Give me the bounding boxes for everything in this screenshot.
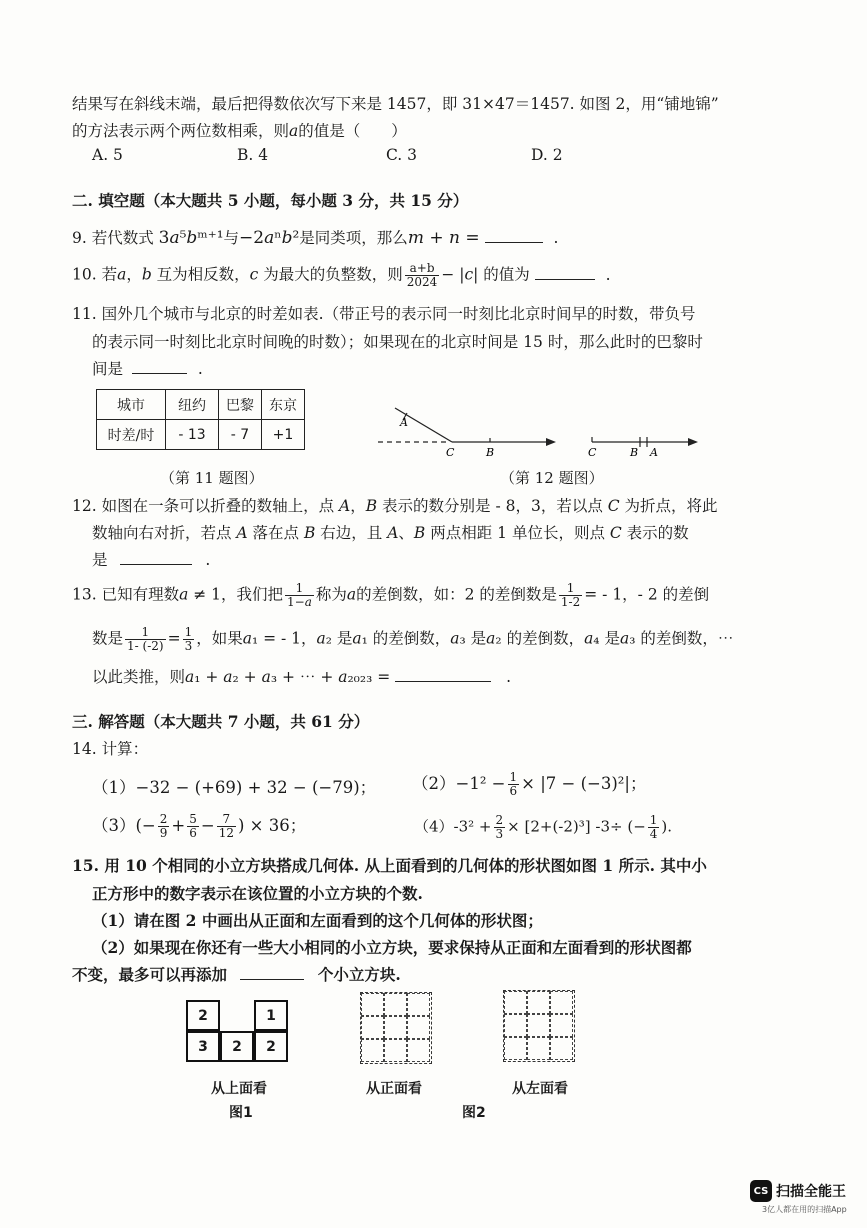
fig2-front-view-grid[interactable] xyxy=(360,992,432,1064)
grid-cell[interactable] xyxy=(504,1037,527,1060)
q13-line2 xyxy=(92,626,733,653)
arrow-head-2 xyxy=(688,438,698,446)
table-row xyxy=(97,420,305,450)
q12-line1: 12. 如图在一条可以折叠的数轴上，点 𝐴，𝐵 表示的数分别是 - 8，3，若以点 𝐶 为折点，将此 xyxy=(72,497,718,515)
q15-line5 xyxy=(72,963,401,985)
q8-option-b: B. 4 xyxy=(237,146,269,164)
grid-cell: 3 xyxy=(186,1031,220,1062)
table-header-cell: 东京 xyxy=(262,390,305,420)
q12-end: . xyxy=(205,551,211,569)
grid-cell: 1 xyxy=(254,1000,288,1031)
q13-frac1 xyxy=(285,582,314,609)
q12-number-line-figure xyxy=(370,400,710,465)
q9-term-a: 3𝑎⁵𝑏ᵐ⁺¹ xyxy=(158,228,224,248)
q14-c3-frac-b xyxy=(187,813,199,840)
denominator: 6 xyxy=(189,826,197,840)
fig1-top-view-grid xyxy=(186,1000,288,1072)
q13-p5: = xyxy=(167,629,181,648)
q15-answer-blank[interactable] xyxy=(240,967,304,980)
denominator: 6 xyxy=(509,784,518,798)
fig1-label: 图1 xyxy=(229,1105,253,1121)
numerator: 2 xyxy=(495,813,504,827)
timezone-table xyxy=(96,389,305,450)
q14-calc-3 xyxy=(92,812,306,840)
q15-line5-post: 个小立方块. xyxy=(317,965,401,984)
grid-cell[interactable] xyxy=(384,1039,407,1062)
grid-cell[interactable] xyxy=(550,1037,573,1060)
q10-pre: 10. 若𝑎，𝑏 互为相反数，𝑐 为最大的负整数，则 xyxy=(72,265,403,284)
q9 xyxy=(72,226,558,248)
label-b-2: B xyxy=(630,446,639,459)
table-header-cell: 城市 xyxy=(97,390,166,420)
section3-title: 三. 解答题（本大题共 7 小题，共 61 分） xyxy=(72,712,370,731)
q9-post: 是同类项，那么 xyxy=(299,229,408,247)
grid-cell[interactable] xyxy=(361,1039,384,1062)
q9-expr: 𝑚 + 𝑛 = xyxy=(407,228,480,248)
grid-cell[interactable] xyxy=(361,1016,384,1039)
q9-pre: 9. 若代数式 xyxy=(72,229,159,247)
table-header-cell: 纽约 xyxy=(166,390,219,420)
q12-answer-blank[interactable] xyxy=(120,552,192,565)
grid-cell: 2 xyxy=(186,1000,220,1031)
q11-line2: 的表示同一时刻比北京时间晚的时数）；如果现在的北京时间是 15 时，那么此时的巴黎时 xyxy=(92,333,703,351)
q13-frac2 xyxy=(559,582,582,609)
q14-c3-mid1: + xyxy=(171,816,186,835)
q14-c4-mid: × [2+(-2)³] -3÷ (− xyxy=(507,817,646,836)
denominator: 3 xyxy=(495,827,504,841)
grid-cell[interactable] xyxy=(527,1037,550,1060)
q13-line1 xyxy=(72,582,709,609)
denominator: 9 xyxy=(159,826,168,840)
q14-c3-post: ) × 36； xyxy=(237,816,307,835)
table-cell: 时差/时 xyxy=(97,420,166,450)
q8-line2: 的方法表示两个两位数相乘，则𝑎的值是（ ） xyxy=(72,122,407,140)
q13-p4: 数是 xyxy=(92,629,124,648)
grid-cell[interactable] xyxy=(384,993,407,1016)
q13-answer-blank[interactable] xyxy=(395,669,491,682)
section2-title: 二. 填空题（本大题共 5 小题，每小题 3 分，共 15 分） xyxy=(72,191,469,210)
q14-c3-frac-a xyxy=(158,813,170,840)
fig2-front-label: 从正面看 xyxy=(366,1081,422,1097)
q10-answer-blank[interactable] xyxy=(535,267,595,280)
q14-c2-pre: （2）−1² − xyxy=(412,774,506,793)
q14-c4-post: ). xyxy=(661,817,673,836)
q8-option-d: D. 2 xyxy=(531,146,563,164)
q14-c2-post: × |7 − (−3)²|； xyxy=(521,774,647,793)
q10 xyxy=(72,262,611,289)
grid-cell: 2 xyxy=(220,1031,254,1062)
q15-line3: （1）请在图 2 中画出从正面和左面看到的这个几何体的形状图； xyxy=(92,911,543,930)
q12-line3-text: 是 xyxy=(92,551,108,569)
numerator: 1 xyxy=(184,625,193,639)
q14-c4-frac xyxy=(494,814,506,841)
watermark-tagline: 3亿人都在用的扫描App xyxy=(762,1205,847,1214)
grid-cell[interactable] xyxy=(504,1014,527,1037)
q9-end: . xyxy=(553,229,559,247)
q12-line2: 数轴向右对折，若点 𝐴 落在点 𝐵 右边，且 𝐴、𝐵 两点相距 1 单位长，则点 𝐶 表示的数 xyxy=(92,524,689,542)
watermark-brand: 扫描全能王 xyxy=(776,1184,846,1200)
numerator: 2 xyxy=(159,812,168,826)
q8-option-c: C. 3 xyxy=(386,146,418,164)
table-cell: - 7 xyxy=(219,420,262,450)
q11-answer-blank[interactable] xyxy=(132,361,187,374)
q9-term-b: −2𝑎ⁿ𝑏² xyxy=(239,228,300,248)
grid-cell[interactable] xyxy=(361,993,384,1016)
table-cell: - 13 xyxy=(166,420,219,450)
label-c: C xyxy=(446,446,455,459)
fig1-view-label: 从上面看 xyxy=(211,1081,267,1097)
grid-cell[interactable] xyxy=(550,1014,573,1037)
denominator: 4 xyxy=(649,827,658,841)
q10-fraction xyxy=(405,262,440,289)
q9-answer-blank[interactable] xyxy=(485,230,543,243)
grid-cell[interactable] xyxy=(407,1039,430,1062)
q14-calc-1: （1）−32 − (+69) + 32 − (−79)； xyxy=(92,778,377,797)
q11-line3-text: 间是 xyxy=(92,360,124,378)
q11-line3 xyxy=(92,357,203,379)
q12-line3 xyxy=(92,548,210,570)
grid-cell[interactable] xyxy=(504,991,527,1014)
arrow-head xyxy=(546,438,556,446)
fig2-label: 图2 xyxy=(462,1105,486,1121)
q15-line4: （2）如果现在你还有一些大小相同的小立方块，要求保持从正面和左面看到的形状图都 xyxy=(92,938,692,957)
q15-line2: 正方形中的数字表示在该位置的小立方块的个数. xyxy=(92,884,423,903)
q9-mid: 与 xyxy=(223,229,240,247)
q14-c2-frac xyxy=(508,771,520,798)
numerator: 1 xyxy=(285,582,314,596)
grid-cell[interactable] xyxy=(527,991,550,1014)
grid-cell[interactable] xyxy=(407,993,430,1016)
q13-p7: 以此类推，则𝑎₁ + 𝑎₂ + 𝑎₃ + ⋯ + 𝑎₂₀₂₃ = xyxy=(92,668,391,686)
fig2-left-label: 从左面看 xyxy=(512,1081,568,1097)
q12-figure-caption: （第 12 题图） xyxy=(500,469,604,487)
denominator: 1-2 xyxy=(560,595,581,609)
q10-end: . xyxy=(605,265,611,284)
numerator: 1 xyxy=(125,626,166,640)
q14-c3-mid2: − xyxy=(200,816,215,835)
q10-denominator: 2024 xyxy=(406,275,438,289)
denominator: 12 xyxy=(218,826,234,840)
label-b: B xyxy=(486,446,495,459)
label-a: A xyxy=(400,416,408,429)
q11-figure-caption: （第 11 题图） xyxy=(160,469,264,487)
label-a-2: A xyxy=(650,446,658,459)
q15-line1: 15. 用 10 个相同的小立方块搭成几何体. 从上面看到的几何体的形状图如图 1 所示. 其中小 xyxy=(72,856,707,875)
grid-cell[interactable] xyxy=(407,1016,430,1039)
numerator: 1 xyxy=(559,582,582,596)
numerator: 5 xyxy=(189,812,197,826)
fig2-left-view-grid[interactable] xyxy=(503,990,575,1062)
q13-p6: ，如果𝑎₁ = - 1，𝑎₂ 是𝑎₁ 的差倒数，𝑎₃ 是𝑎₂ 的差倒数，𝑎₄ 是𝑎₃ 的差倒数，⋯ xyxy=(196,629,734,648)
table-cell: +1 xyxy=(262,420,305,450)
grid-cell[interactable] xyxy=(550,991,573,1014)
grid-cell: 2 xyxy=(254,1031,288,1062)
q15-line5-pre: 不变，最多可以再添加 xyxy=(72,965,228,984)
table-row xyxy=(97,390,305,420)
denominator: 1- (-2) xyxy=(127,639,164,653)
grid-cell[interactable] xyxy=(527,1014,550,1037)
q14-title: 14. 计算： xyxy=(72,740,149,758)
denominator: 1−𝑎 xyxy=(287,595,312,609)
q10-numerator: a+b xyxy=(405,262,440,276)
q14-c4-frac2 xyxy=(648,814,660,841)
numerator: 7 xyxy=(217,813,236,827)
q13-p1: 13. 已知有理数𝑎 ≠ 1，我们把 xyxy=(72,585,284,604)
q13-frac4 xyxy=(183,626,195,653)
q14-c4-pre: （4）-3² + xyxy=(414,817,492,836)
q11-end: . xyxy=(197,360,203,378)
grid-cell[interactable] xyxy=(384,1016,407,1039)
numerator: 1 xyxy=(649,813,658,827)
q8-line1: 结果写在斜线末端，最后把得数依次写下来是 1457，即 31×47＝1457. 如图 2，用“铺地锦” xyxy=(72,95,719,113)
numerator: 1 xyxy=(509,770,518,784)
q14-c3-pre: （3）(− xyxy=(92,816,156,835)
camscanner-logo-icon: CS xyxy=(750,1180,772,1202)
q8-option-a: A. 5 xyxy=(92,146,123,164)
q13-line3 xyxy=(92,665,511,687)
q13-p2: 称为𝑎的差倒数，如：2 的差倒数是 xyxy=(315,585,557,604)
q13-p3: = - 1，- 2 的差倒 xyxy=(584,585,710,604)
q14-calc-4 xyxy=(414,814,672,841)
denominator: 3 xyxy=(184,639,193,653)
q11-line1: 11. 国外几个城市与北京的时差如表.（带正号的表示同一时刻比北京时间早的时数，带负号 xyxy=(72,305,696,323)
q14-calc-2 xyxy=(412,770,646,798)
q13-frac3 xyxy=(125,626,166,653)
q10-mid: − |𝑐| 的值为 xyxy=(441,265,530,284)
table-header-cell: 巴黎 xyxy=(219,390,262,420)
q14-c3-frac-c xyxy=(217,813,236,840)
label-c-2: C xyxy=(588,446,597,459)
q13-end: . xyxy=(506,668,512,686)
